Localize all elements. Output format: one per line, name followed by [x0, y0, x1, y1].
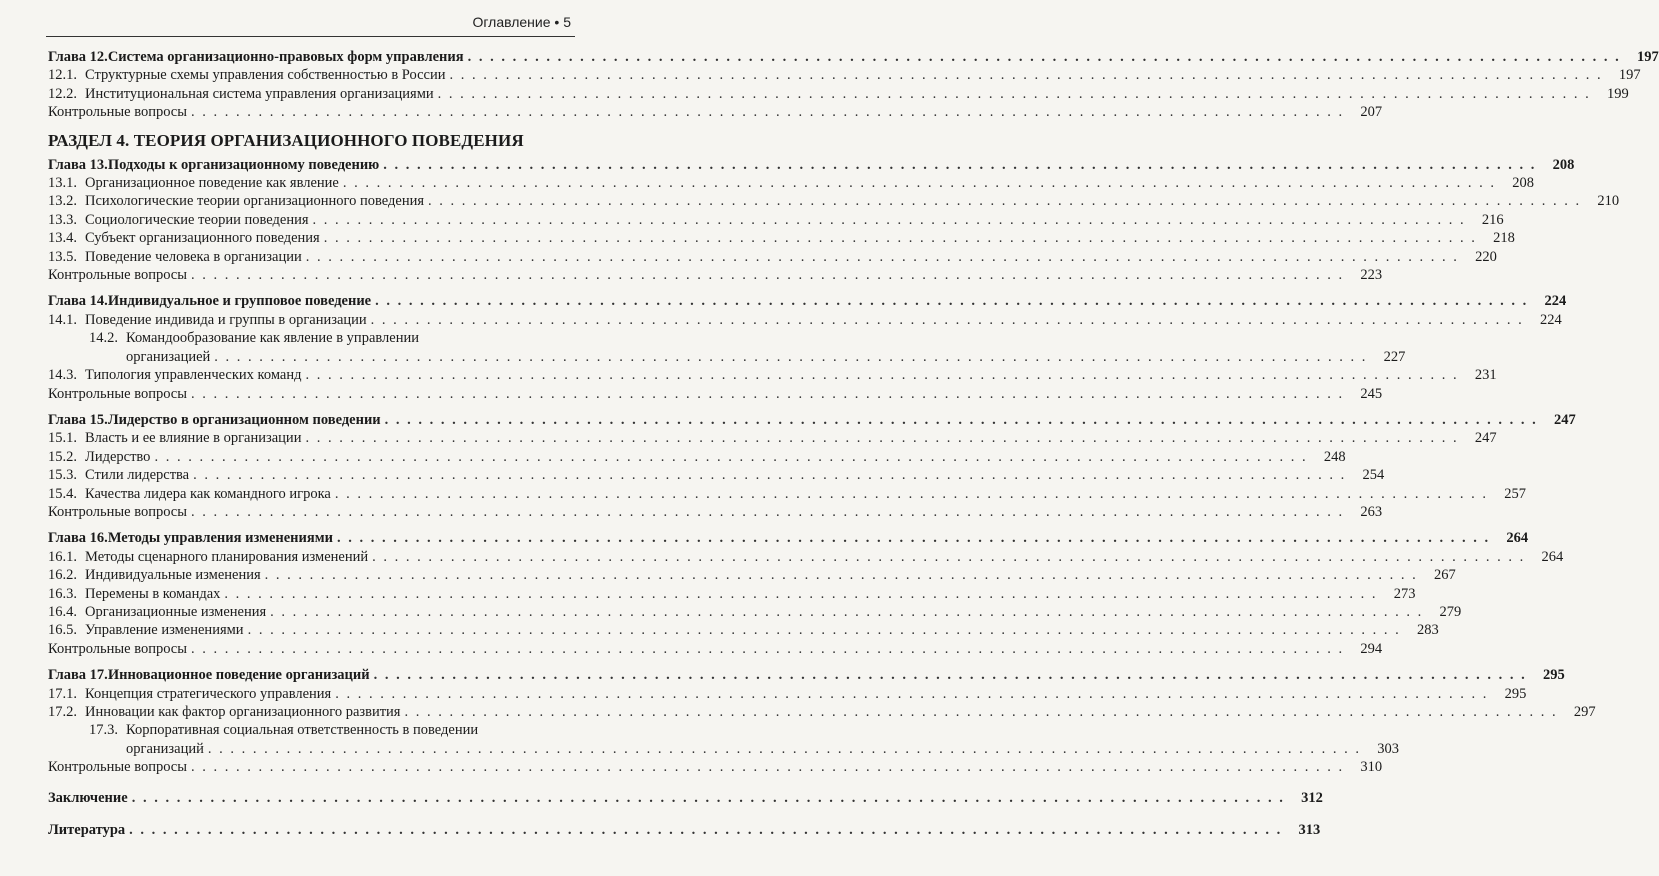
section-number: 15.3. — [48, 467, 77, 484]
leader-dots — [324, 229, 1477, 247]
chapter-number: Глава 12. — [48, 49, 108, 65]
page-number: 247 — [1554, 411, 1576, 428]
page-number: 303 — [1377, 740, 1399, 757]
leader-dots — [191, 266, 1344, 284]
page-number: 208 — [1512, 175, 1534, 192]
page-number: 310 — [1360, 759, 1383, 776]
toc-questions-15[interactable] — [48, 503, 1383, 521]
leader-dots — [428, 192, 1581, 210]
section-title: Концепция стратегического управления — [85, 685, 332, 702]
questions-title: Контрольные вопросы — [48, 759, 187, 776]
section-number: 13.5. — [48, 248, 77, 265]
page-number: 263 — [1360, 503, 1383, 520]
leader-dots — [305, 366, 1458, 384]
section-title: Типология управленческих команд — [85, 367, 302, 384]
chapter-number: Глава 17. — [48, 667, 108, 684]
leader-dots — [154, 448, 1307, 466]
section-number: 14.2. — [89, 330, 118, 347]
section-number: 16.4. — [48, 603, 77, 620]
toc-section-13-2[interactable] — [48, 192, 1620, 210]
toc-chapter-15[interactable] — [48, 411, 1576, 429]
toc-section-13-1[interactable] — [48, 174, 1534, 192]
chapter-number: Глава 13. — [48, 156, 108, 173]
leader-dots — [191, 385, 1344, 403]
page-number: 227 — [1383, 348, 1406, 365]
section-number: 14.1. — [48, 311, 77, 328]
section-title-line-2: организаций — [126, 740, 204, 757]
toc-section-15-3[interactable] — [48, 466, 1385, 484]
page-number: 224 — [1544, 293, 1567, 310]
page-number: 279 — [1439, 603, 1462, 620]
page-number: 231 — [1474, 367, 1497, 384]
leader-dots — [371, 311, 1524, 329]
chapter-title: Лидерство в организационном поведении — [107, 411, 381, 428]
toc-literature[interactable] — [48, 821, 1321, 839]
chapter-title: Подходы к организационному поведению — [107, 156, 380, 173]
section-number: 13.3. — [48, 211, 77, 228]
section-number: 12.2. — [48, 85, 77, 102]
page-number: 207 — [1360, 104, 1383, 121]
section-title: Поведение индивида и группы в организации — [85, 311, 367, 328]
page-number: 264 — [1541, 548, 1564, 565]
section-number: 15.1. — [48, 430, 77, 447]
page-number: 294 — [1360, 640, 1383, 657]
toc-section-15-2[interactable] — [48, 448, 1346, 466]
section-number: 13.4. — [48, 230, 77, 247]
page-number: 218 — [1493, 230, 1515, 247]
toc-conclusion[interactable] — [48, 789, 1323, 807]
toc-section-12-2[interactable] — [48, 85, 1629, 103]
page-number: 197 — [1636, 49, 1659, 65]
toc-section-16-1[interactable] — [48, 548, 1564, 566]
toc-section-12-1[interactable] — [48, 66, 1641, 84]
table-of-contents — [48, 46, 1659, 839]
page-number: 216 — [1481, 211, 1504, 228]
leader-dots — [372, 548, 1525, 566]
leader-dots — [450, 66, 1603, 84]
leader-dots — [337, 529, 1490, 547]
page-number: 295 — [1542, 667, 1565, 684]
section-title: Субъект организационного поведения — [85, 230, 320, 247]
page-number: 197 — [1618, 67, 1641, 84]
leader-dots — [306, 248, 1459, 266]
leader-dots — [385, 411, 1538, 429]
toc-chapter-12[interactable] — [48, 48, 1659, 66]
toc-questions-12[interactable] — [48, 103, 1383, 121]
page-number: 220 — [1475, 248, 1497, 265]
chapter-title: Инновационное поведение организаций — [107, 667, 370, 684]
leader-dots — [313, 211, 1466, 229]
page-number: 248 — [1323, 448, 1346, 465]
toc-chapter-14[interactable] — [48, 292, 1567, 310]
section-title: Структурные схемы управления собственностью в России — [85, 67, 446, 84]
header-rule — [46, 36, 575, 37]
section-title: Власть и ее влияние в организации — [85, 430, 302, 447]
toc-section-13-3[interactable] — [48, 211, 1504, 229]
section-number: 17.1. — [48, 685, 77, 702]
conclusion-title: Заключение — [48, 789, 128, 806]
leader-dots — [193, 466, 1346, 484]
leader-dots — [191, 103, 1344, 121]
page-number: 297 — [1573, 704, 1596, 720]
leader-dots — [191, 503, 1344, 521]
section-title: Поведение человека в организации — [85, 248, 302, 265]
section-title: Институциональная система управления организациями — [85, 85, 434, 102]
leader-dots — [191, 758, 1344, 776]
toc-section-14-3[interactable] — [48, 366, 1497, 384]
page-number: 210 — [1597, 193, 1620, 210]
section-title: Управление изменениями — [85, 622, 244, 639]
page-number: 257 — [1504, 485, 1526, 502]
page-number: 208 — [1552, 156, 1575, 173]
toc-chapter-16[interactable] — [48, 529, 1529, 547]
toc-section-16-3[interactable] — [48, 585, 1416, 603]
section-number: 16.3. — [48, 585, 77, 602]
questions-title: Контрольные вопросы — [48, 104, 187, 121]
page-number: 199 — [1607, 85, 1629, 102]
section-title: Инновации как фактор организационного развития — [85, 704, 401, 720]
section-number: 16.1. — [48, 548, 77, 565]
page-number: 224 — [1540, 311, 1562, 328]
questions-title: Контрольные вопросы — [48, 503, 187, 520]
leader-dots — [375, 292, 1528, 310]
toc-chapter-17[interactable] — [48, 666, 1565, 684]
page-number: 313 — [1298, 822, 1321, 839]
toc-chapter-13[interactable] — [48, 156, 1575, 174]
running-header: Оглавление • 5 — [472, 14, 571, 30]
leader-dots — [214, 348, 1367, 366]
chapter-title: Методы управления изменениями — [107, 530, 333, 547]
toc-section-17-1[interactable] — [48, 685, 1527, 703]
leader-dots — [191, 640, 1344, 658]
page-number: 247 — [1474, 430, 1497, 447]
section-number: 15.4. — [48, 485, 77, 502]
section-title: Организационное поведение как явление — [85, 175, 339, 192]
section-number: 16.5. — [48, 622, 77, 639]
leader-dots — [224, 585, 1377, 603]
section-title: Социологические теории поведения — [85, 211, 309, 228]
section-title-line-1: Корпоративная социальная ответственность в поведении — [126, 722, 479, 739]
page-number: 254 — [1362, 467, 1385, 484]
toc-section-15-4[interactable] — [48, 485, 1526, 503]
part-heading: РАЗДЕЛ 4. ТЕОРИЯ ОРГАНИЗАЦИОННОГО ПОВЕДЕНИЯ — [48, 130, 524, 150]
section-title-line-1: Командообразование как явление в управлении — [126, 330, 419, 347]
toc-section-15-1[interactable] — [48, 429, 1497, 447]
chapter-number: Глава 14. — [48, 293, 108, 310]
section-number: 17.2. — [48, 704, 77, 720]
section-title: Организационные изменения — [85, 603, 267, 620]
page-number: 267 — [1434, 567, 1456, 584]
literature-title: Литература — [48, 822, 126, 839]
leader-dots — [335, 685, 1488, 703]
toc-section-14-2[interactable] — [48, 329, 1406, 366]
toc-section-13-4[interactable] — [48, 229, 1515, 247]
toc-section-16-2[interactable] — [48, 566, 1456, 584]
leader-dots — [248, 621, 1401, 639]
questions-title: Контрольные вопросы — [48, 640, 187, 657]
toc-section-16-4[interactable] — [48, 603, 1462, 621]
toc-section-16-5[interactable] — [48, 621, 1439, 639]
section-number: 13.1. — [48, 175, 77, 192]
toc-questions-16[interactable] — [48, 640, 1383, 658]
section-title: Психологические теории организационного поведения — [85, 193, 425, 210]
leader-dots — [265, 566, 1418, 584]
leader-dots — [343, 174, 1496, 192]
leader-dots — [438, 85, 1591, 103]
leader-dots — [468, 48, 1621, 66]
section-number: 14.3. — [48, 367, 77, 384]
chapter-number: Глава 15. — [48, 411, 108, 428]
page-number: 223 — [1360, 267, 1383, 284]
toc-questions-17[interactable] — [48, 758, 1383, 776]
section-title: Стили лидерства — [85, 467, 190, 484]
section-title: Методы сценарного планирования изменений — [85, 548, 369, 565]
toc-section-13-5[interactable] — [48, 248, 1497, 266]
leader-dots — [129, 821, 1282, 839]
leader-dots — [335, 485, 1488, 503]
section-title: Перемены в командах — [85, 585, 221, 602]
chapter-number: Глава 16. — [48, 530, 108, 547]
page-number: 245 — [1360, 385, 1383, 402]
section-number: 15.2. — [48, 448, 77, 465]
leader-dots — [305, 429, 1458, 447]
leader-dots — [208, 740, 1361, 758]
page-number: 312 — [1301, 789, 1323, 806]
section-number: 12.1. — [48, 67, 77, 84]
leader-dots — [132, 789, 1285, 807]
chapter-title: Система организационно-правовых форм управления — [107, 49, 464, 65]
section-number: 16.2. — [48, 567, 77, 584]
page-number: 273 — [1393, 585, 1416, 602]
section-title: Индивидуальные изменения — [85, 567, 261, 584]
leader-dots — [374, 666, 1527, 684]
leader-dots — [270, 603, 1423, 621]
section-number: 17.3. — [89, 722, 118, 739]
section-title-line-2: организацией — [126, 348, 211, 365]
section-title: Лидерство — [85, 448, 151, 465]
section-title: Качества лидера как командного игрока — [85, 485, 331, 502]
toc-section-17-2[interactable] — [48, 703, 1596, 721]
leader-dots — [404, 703, 1557, 721]
chapter-title: Индивидуальное и групповое поведение — [107, 293, 372, 310]
questions-title: Контрольные вопросы — [48, 385, 187, 402]
page-number: 295 — [1504, 685, 1527, 702]
leader-dots — [383, 156, 1536, 174]
toc-section-17-3[interactable] — [48, 721, 1399, 758]
toc-section-14-1[interactable] — [48, 311, 1562, 329]
section-number: 13.2. — [48, 193, 77, 210]
toc-questions-14[interactable] — [48, 385, 1383, 403]
page-number: 264 — [1506, 530, 1529, 547]
page-number: 283 — [1416, 622, 1439, 639]
questions-title: Контрольные вопросы — [48, 267, 187, 284]
toc-questions-13[interactable] — [48, 266, 1383, 284]
